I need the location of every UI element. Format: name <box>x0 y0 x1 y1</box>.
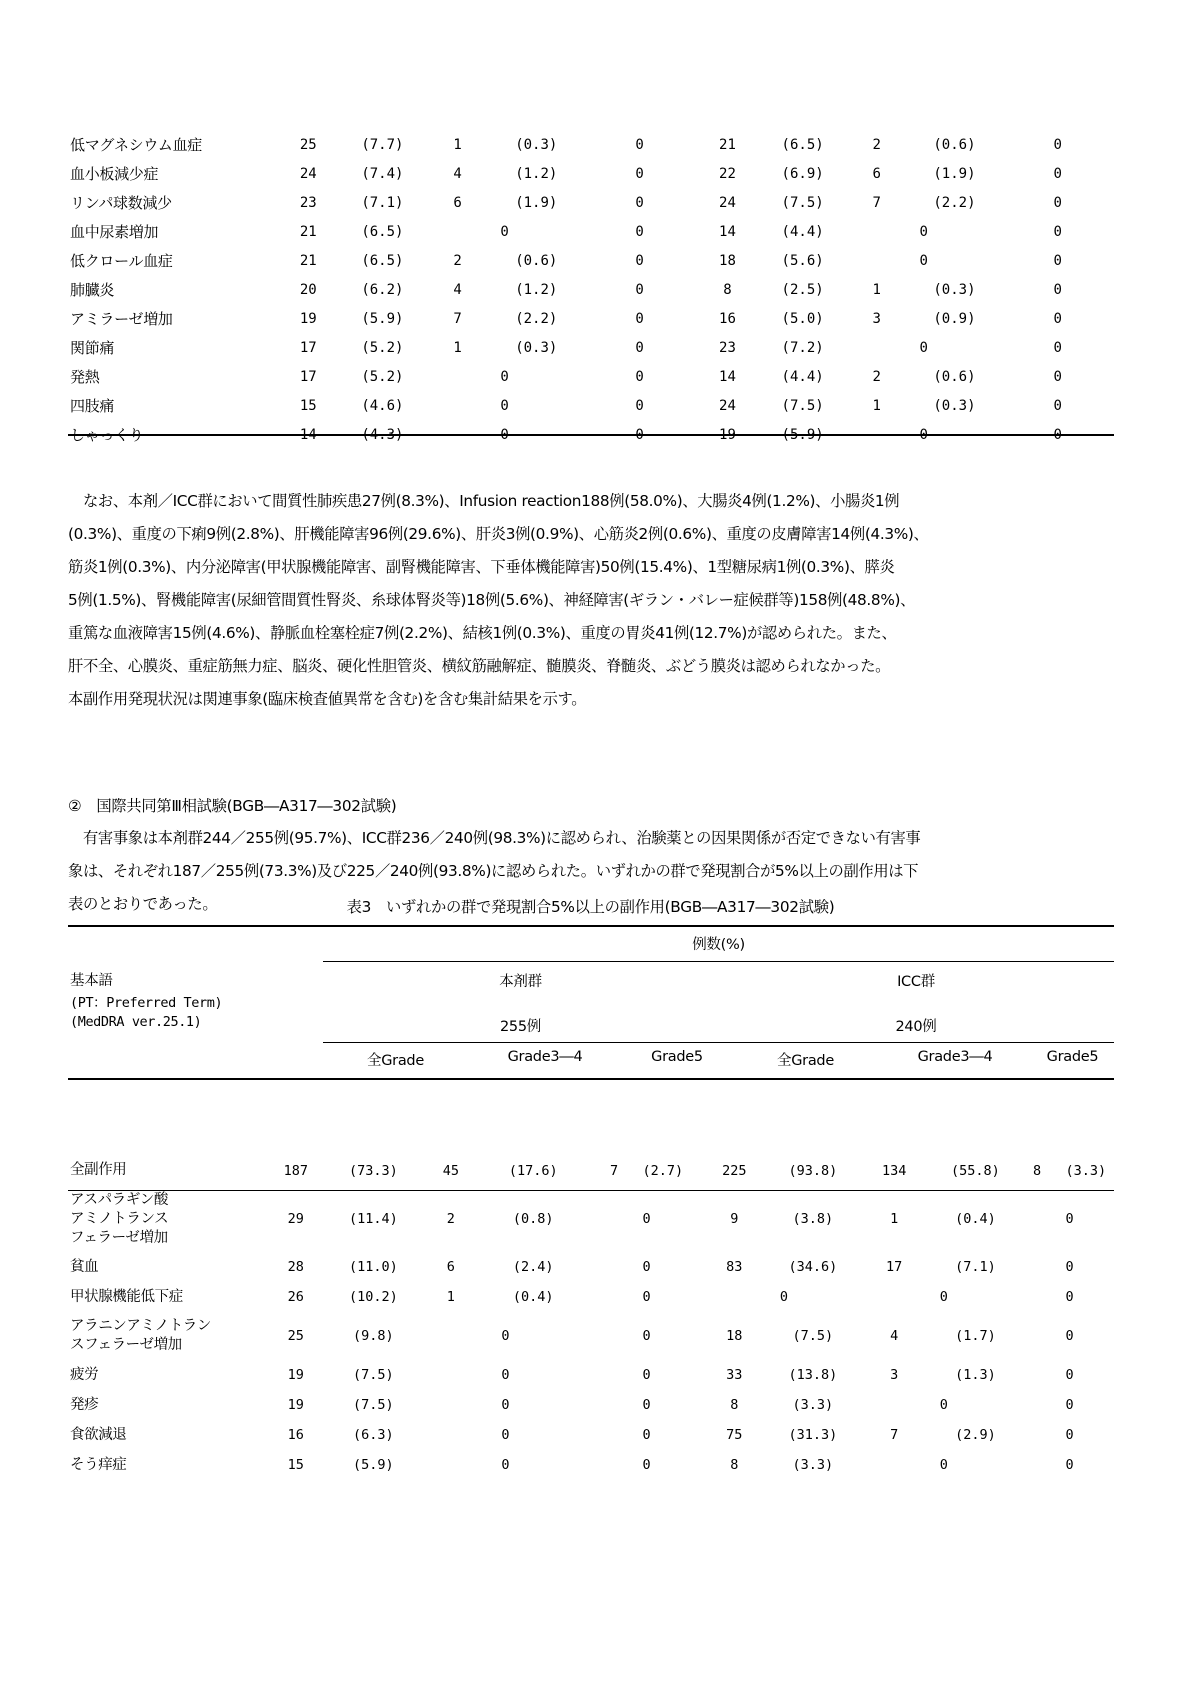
note-line: 5例(1.5%)、腎機能障害(尿細管間質性腎炎、糸球体腎炎等)18例(5.6%)、神経障害(ギラン・バレー症候群等)158例(48.8%)、 <box>68 591 916 609</box>
cell-allgrade-n: 15 <box>299 397 317 414</box>
cell-icc-grade34-pct: (2.2) <box>933 194 976 211</box>
cell-icc-allgrade-pct: (31.3) <box>788 1427 838 1443</box>
cell-icc-allgrade-n: 225 <box>722 1162 747 1179</box>
cell-allgrade-pct: (7.1) <box>361 194 404 211</box>
cell-grade34-pct: (0.3) <box>515 136 558 153</box>
cell-allgrade-n: 25 <box>287 1328 304 1344</box>
cell-icc-allgrade-pct: (7.5) <box>781 397 824 414</box>
cell-icc-grade5: 0 <box>1065 1289 1074 1305</box>
cell-icc-grade5: 0 <box>1065 1427 1074 1443</box>
cell-icc-grade5: 0 <box>1053 223 1062 240</box>
cell-icc-grade34: 0 <box>939 1457 948 1473</box>
table-row <box>68 188 1114 217</box>
table3-col-header-3: 全Grade <box>777 1053 834 1069</box>
table3-col-header-2: Grade5 <box>651 1049 703 1065</box>
cell-icc-allgrade: 0 <box>779 1289 789 1305</box>
cell-icc-allgrade-pct: (5.6) <box>781 252 824 269</box>
section-2-line: 象は、それぞれ187／255例(73.3%)及び225／240例(93.8%)に認められた。いずれかの群で発現割合が5%以上の副作用は下 <box>68 862 919 880</box>
table-row <box>68 1360 1114 1390</box>
cell-icc-grade34: 0 <box>939 1289 948 1305</box>
table3-group-a-name: 本剤群 <box>499 974 542 990</box>
row-label: 発疹 <box>70 1396 99 1413</box>
note-line: 本副作用発現状況は関連事象(臨床検査値異常を含む)を含む集計結果を示す。 <box>68 690 587 708</box>
cell-grade5: 7 (2.7) <box>609 1162 684 1179</box>
table-row <box>68 1282 1114 1312</box>
row-label: 低クロール血症 <box>70 252 173 270</box>
cell-allgrade-n: 23 <box>299 194 317 211</box>
table3-group-b-n: 240例 <box>895 1019 937 1035</box>
cell-grade34-n: 1 <box>453 136 462 153</box>
table-row <box>68 304 1114 333</box>
cell-icc-allgrade-pct: (93.8) <box>788 1162 838 1179</box>
cell-grade5: 0 <box>642 1328 651 1344</box>
cell-allgrade-n: 19 <box>299 310 317 327</box>
cell-icc-grade34-pct: (0.3) <box>933 281 976 298</box>
cell-icc-grade34-pct: (7.1) <box>955 1259 996 1275</box>
cell-grade34-pct: (0.8) <box>512 1211 554 1227</box>
cell-icc-grade34-n: 1 <box>890 1211 899 1227</box>
cell-icc-allgrade-n: 16 <box>719 310 736 327</box>
cell-grade5: 0 <box>635 397 644 414</box>
row-label: 低マグネシウム血症 <box>70 136 203 154</box>
cell-grade34: 0 <box>500 368 509 385</box>
cell-grade34-n: 6 <box>446 1259 455 1275</box>
cell-icc-grade5: 0 <box>1053 252 1062 269</box>
table3-top-rule <box>68 925 1114 927</box>
note-line: 重篤な血液障害15例(4.6%)、静脈血栓塞栓症7例(2.2%)、結核1例(0.3%)、重度の胃炎41例(12.7%)が認められた。また、 <box>68 624 897 642</box>
table-row <box>68 130 1114 159</box>
table3-total-separator <box>68 1190 1114 1191</box>
cell-allgrade-n: 19 <box>287 1367 304 1383</box>
row-label: しゃっくり <box>70 426 144 444</box>
cell-allgrade-n: 21 <box>299 223 317 240</box>
cell-grade5: 0 <box>635 194 644 211</box>
cell-grade34-n: 6 <box>453 194 462 211</box>
cell-icc-grade34-n: 1 <box>872 397 881 414</box>
row-label: 四肢痛 <box>70 397 115 415</box>
cell-icc-allgrade-n: 14 <box>719 368 736 385</box>
cell-grade34-pct: (2.4) <box>512 1259 554 1275</box>
cell-icc-grade34-n: 2 <box>872 136 881 153</box>
cell-allgrade-n: 17 <box>299 368 317 385</box>
cell-icc-grade34-n: 17 <box>886 1259 903 1275</box>
cell-icc-allgrade-pct: (2.5) <box>781 281 824 298</box>
row-label: 肺臓炎 <box>70 281 115 299</box>
cell-allgrade-pct: (9.8) <box>353 1328 394 1344</box>
cell-grade34-pct: (1.2) <box>515 281 558 298</box>
cell-grade34: 0 <box>501 1427 510 1443</box>
cell-allgrade-pct: (5.2) <box>361 368 404 385</box>
table3-col-header-5: Grade5 <box>1046 1049 1099 1065</box>
row-label: アスパラギン酸 アミノトランス フェラーゼ増加 <box>70 1191 169 1246</box>
table-row <box>68 246 1114 275</box>
cell-allgrade-pct: (73.3) <box>348 1162 398 1179</box>
cell-icc-grade5: 0 <box>1053 339 1062 356</box>
cell-icc-grade5: 8 (3.3) <box>1032 1162 1107 1179</box>
cell-icc-grade34-n: 134 <box>881 1162 907 1179</box>
cell-icc-grade5: 0 <box>1065 1328 1074 1344</box>
cell-icc-grade5: 0 <box>1053 310 1062 327</box>
cell-grade5: 0 <box>635 165 644 182</box>
cell-icc-grade34-pct: (0.9) <box>933 310 976 327</box>
cell-icc-grade34-n: 7 <box>872 194 881 211</box>
cell-grade34-pct: (0.6) <box>515 252 558 269</box>
table-row <box>68 1252 1114 1282</box>
table3-stub-line-3: (MedDRA ver.25.1) <box>70 1014 202 1030</box>
section-2-line: 有害事象は本剤群244／255例(95.7%)、ICC群236／240例(98.3%)に認められ、治験薬との因果関係が否定できない有害事 <box>68 829 921 847</box>
table3-groups-rule <box>323 1042 1114 1043</box>
cell-grade34: 0 <box>501 1328 510 1344</box>
cell-icc-grade34-pct: (0.4) <box>955 1211 996 1227</box>
cell-grade5: 0 <box>642 1289 651 1305</box>
cell-icc-allgrade-n: 21 <box>719 136 736 153</box>
cell-icc-allgrade-pct: (5.0) <box>781 310 824 327</box>
cell-icc-allgrade-pct: (4.4) <box>781 368 824 385</box>
cell-grade34-pct: (0.4) <box>512 1289 554 1305</box>
cell-icc-allgrade-pct: (3.3) <box>792 1397 834 1413</box>
cell-icc-grade34: 0 <box>919 223 928 240</box>
table-row <box>68 1312 1114 1360</box>
cell-allgrade-pct: (4.3) <box>361 426 404 443</box>
table3-caption: 表3 いずれかの群で発現割合5%以上の副作用(BGB―A317―302試験) <box>346 898 835 916</box>
cell-grade34: 0 <box>500 223 509 240</box>
cell-grade5: 0 <box>635 339 644 356</box>
cell-icc-grade34: 0 <box>939 1397 948 1413</box>
cell-grade34-pct: (17.6) <box>508 1162 558 1179</box>
cell-icc-allgrade-pct: (4.4) <box>781 223 824 240</box>
cell-grade34-n: 2 <box>446 1211 455 1227</box>
cell-icc-grade5: 0 <box>1053 368 1062 385</box>
cell-icc-allgrade-pct: (34.6) <box>788 1259 838 1275</box>
table3-col-header-0: 全Grade <box>367 1053 424 1069</box>
cell-icc-grade34-n: 1 <box>872 281 881 298</box>
table-bottom-rule <box>68 434 1114 436</box>
cell-grade34-n: 4 <box>453 281 462 298</box>
cell-icc-grade5: 0 <box>1053 281 1062 298</box>
cell-grade34-n: 4 <box>453 165 462 182</box>
cell-icc-allgrade-pct: (6.9) <box>781 165 824 182</box>
cell-icc-grade5: 0 <box>1065 1211 1074 1227</box>
cell-grade34-n: 2 <box>453 252 462 269</box>
cell-icc-grade34: 0 <box>919 252 928 269</box>
cell-icc-allgrade-pct: (6.5) <box>781 136 824 153</box>
cell-allgrade-pct: (7.7) <box>361 136 404 153</box>
row-label: 甲状腺機能低下症 <box>70 1288 183 1305</box>
cell-allgrade-n: 26 <box>287 1289 304 1305</box>
cell-icc-grade5: 0 <box>1065 1367 1074 1383</box>
cell-allgrade-pct: (11.0) <box>348 1259 398 1275</box>
cell-icc-grade34-pct: (0.3) <box>933 397 976 414</box>
cell-grade34: 0 <box>501 1457 510 1473</box>
table3-group-b-name: ICC群 <box>897 974 935 990</box>
cell-allgrade-n: 19 <box>287 1397 304 1413</box>
table-row <box>68 1390 1114 1420</box>
cell-allgrade-n: 17 <box>299 339 317 356</box>
table-row <box>68 217 1114 246</box>
cell-grade34-n: 1 <box>446 1289 455 1305</box>
note-line: 肝不全、心膜炎、重症筋無力症、脳炎、硬化性胆管炎、横紋筋融解症、髄膜炎、脊髄炎、ぶどう膜炎は認められなかった。 <box>68 657 891 675</box>
cell-allgrade-pct: (6.3) <box>353 1427 394 1443</box>
table-row <box>68 1450 1114 1480</box>
cell-icc-allgrade-pct: (13.8) <box>788 1367 838 1383</box>
cell-icc-grade34-pct: (1.3) <box>955 1367 996 1383</box>
cell-grade5: 0 <box>642 1211 651 1227</box>
table-row <box>68 159 1114 188</box>
cell-icc-allgrade-n: 83 <box>726 1259 743 1275</box>
cell-grade5: 0 <box>635 426 644 443</box>
row-label: アミラーゼ増加 <box>70 310 173 328</box>
cell-icc-allgrade-pct: (7.5) <box>792 1328 834 1344</box>
cell-grade34-pct: (1.9) <box>515 194 558 211</box>
adverse-events-table-continued <box>68 130 1114 449</box>
row-label: そう痒症 <box>70 1456 127 1473</box>
table3-stub-line-1: 基本語 <box>70 973 113 989</box>
table3-span-rule <box>323 961 1114 962</box>
row-label: 発熱 <box>70 368 100 386</box>
cell-icc-grade34-pct: (55.8) <box>951 1162 1000 1179</box>
cell-icc-grade5: 0 <box>1065 1457 1074 1473</box>
cell-allgrade-n: 28 <box>287 1259 304 1275</box>
cell-icc-allgrade-n: 19 <box>719 426 736 443</box>
cell-grade34: 0 <box>501 1397 510 1413</box>
table3-span-header: 例数(%) <box>692 937 745 953</box>
cell-grade5: 0 <box>635 136 644 153</box>
cell-icc-grade34: 0 <box>919 339 928 356</box>
cell-icc-grade34-n: 6 <box>872 165 881 182</box>
cell-allgrade-pct: (5.9) <box>361 310 404 327</box>
cell-allgrade-n: 29 <box>287 1211 304 1227</box>
cell-grade5: 0 <box>635 281 644 298</box>
cell-allgrade-pct: (10.2) <box>348 1289 398 1305</box>
cell-icc-grade5: 0 <box>1065 1397 1074 1413</box>
table3-stub-line-2: (PT：Preferred Term) <box>70 995 223 1011</box>
row-label: アラニンアミノトラン スフェラーゼ増加 <box>70 1318 211 1353</box>
cell-allgrade-n: 187 <box>283 1162 308 1179</box>
table-row <box>68 1420 1114 1450</box>
cell-allgrade-n: 20 <box>299 281 317 298</box>
cell-grade34-n: 1 <box>453 339 462 356</box>
cell-allgrade-pct: (7.5) <box>353 1367 394 1383</box>
cell-icc-grade34-n: 7 <box>890 1427 899 1443</box>
table-row <box>68 275 1114 304</box>
cell-icc-grade34-pct: (1.7) <box>955 1328 996 1344</box>
cell-icc-allgrade-n: 8 <box>723 281 732 298</box>
cell-icc-grade34-pct: (0.6) <box>933 136 976 153</box>
cell-icc-allgrade-pct: (5.9) <box>781 426 824 443</box>
cell-allgrade-n: 15 <box>287 1457 304 1473</box>
cell-icc-allgrade-n: 8 <box>730 1397 739 1413</box>
row-label: 血中尿素増加 <box>70 223 159 241</box>
cell-grade34: 0 <box>500 426 509 443</box>
cell-allgrade-n: 16 <box>287 1427 304 1443</box>
row-label: 食欲減退 <box>70 1426 127 1443</box>
cell-icc-grade5: 0 <box>1053 165 1062 182</box>
cell-icc-grade5: 0 <box>1053 397 1062 414</box>
cell-allgrade-n: 14 <box>299 426 317 443</box>
cell-icc-allgrade-pct: (3.3) <box>792 1457 834 1473</box>
cell-grade34-pct: (0.3) <box>515 339 558 356</box>
table3-group-a-n: 255例 <box>500 1019 541 1035</box>
cell-allgrade-pct: (7.5) <box>353 1397 394 1413</box>
cell-allgrade-pct: (6.5) <box>361 252 404 269</box>
cell-grade5: 0 <box>642 1259 651 1275</box>
note-line: 筋炎1例(0.3%)、内分泌障害(甲状腺機能障害、副腎機能障害、下垂体機能障害)50例(15.4%)、1型糖尿病1例(0.3%)、膵炎 <box>68 558 895 576</box>
cell-icc-allgrade-pct: (7.5) <box>781 194 824 211</box>
cell-allgrade-pct: (6.5) <box>361 223 404 240</box>
cell-grade5: 0 <box>642 1367 651 1383</box>
cell-icc-grade5: 0 <box>1065 1259 1074 1275</box>
cell-icc-grade34-pct: (1.9) <box>933 165 976 182</box>
cell-allgrade-pct: (7.4) <box>361 165 404 182</box>
row-label: 全副作用 <box>70 1162 127 1178</box>
cell-icc-allgrade-n: 8 <box>730 1457 739 1473</box>
cell-icc-allgrade-n: 24 <box>719 194 736 211</box>
table3-col-header-4: Grade3―4 <box>917 1049 993 1065</box>
cell-icc-allgrade-n: 22 <box>719 165 736 182</box>
cell-icc-grade5: 0 <box>1053 194 1062 211</box>
cell-grade34: 0 <box>501 1367 510 1383</box>
table-row <box>68 1155 1114 1186</box>
cell-allgrade-pct: (5.9) <box>353 1457 394 1473</box>
cell-allgrade-pct: (4.6) <box>361 397 404 414</box>
note-line: なお、本剤／ICC群において間質性肺疾患27例(8.3%)、Infusion reaction188例(58.0%)、大腸炎4例(1.2%)、小腸炎1例 <box>68 492 900 510</box>
cell-grade5: 0 <box>635 223 644 240</box>
cell-allgrade-n: 24 <box>299 165 317 182</box>
row-label: 血小板減少症 <box>70 165 159 183</box>
cell-icc-grade34-n: 3 <box>890 1367 899 1383</box>
cell-grade5: 0 <box>642 1397 651 1413</box>
section-2-line: 表のとおりであった。 <box>68 895 218 913</box>
table-row <box>68 391 1114 420</box>
cell-icc-grade34: 0 <box>919 426 928 443</box>
table-row <box>68 362 1114 391</box>
table-row <box>68 1186 1114 1252</box>
cell-icc-allgrade-n: 18 <box>719 252 736 269</box>
cell-icc-allgrade-pct: (3.8) <box>792 1211 834 1227</box>
table3-header-bottom-rule <box>68 1078 1114 1080</box>
cell-allgrade-n: 21 <box>299 252 317 269</box>
cell-icc-grade5: 0 <box>1053 136 1062 153</box>
table3-body <box>68 1155 1114 1480</box>
cell-icc-allgrade-n: 23 <box>719 339 736 356</box>
table3-col-header-1: Grade3―4 <box>507 1049 583 1065</box>
note-line: (0.3%)、重度の下痢9例(2.8%)、肝機能障害96例(29.6%)、肝炎3例(0.9%)、心筋炎2例(0.6%)、重度の皮膚障害14例(4.3%)、 <box>68 525 929 543</box>
cell-icc-grade34-n: 3 <box>872 310 881 327</box>
cell-icc-allgrade-n: 14 <box>719 223 736 240</box>
cell-grade34-pct: (2.2) <box>515 310 558 327</box>
cell-grade5: 0 <box>635 368 644 385</box>
cell-icc-grade34-n: 2 <box>872 368 881 385</box>
cell-grade5: 0 <box>635 252 644 269</box>
table-row <box>68 333 1114 362</box>
cell-icc-allgrade-n: 24 <box>719 397 736 414</box>
cell-grade34-pct: (1.2) <box>515 165 558 182</box>
cell-icc-allgrade-n: 75 <box>726 1427 743 1443</box>
cell-grade5: 0 <box>642 1457 651 1473</box>
cell-grade34-n: 45 <box>442 1162 459 1179</box>
cell-icc-allgrade-n: 33 <box>726 1367 743 1383</box>
cell-icc-allgrade-n: 18 <box>726 1328 743 1344</box>
cell-icc-allgrade-n: 9 <box>730 1211 739 1227</box>
cell-grade5: 0 <box>635 310 644 327</box>
cell-allgrade-pct: (11.4) <box>348 1211 398 1227</box>
cell-allgrade-pct: (5.2) <box>361 339 404 356</box>
cell-grade5: 0 <box>642 1427 651 1443</box>
cell-allgrade-n: 25 <box>299 136 317 153</box>
row-label: 貧血 <box>70 1258 99 1275</box>
cell-icc-grade34-n: 4 <box>890 1328 899 1344</box>
row-label: リンパ球数減少 <box>70 194 172 212</box>
cell-grade34: 0 <box>500 397 509 414</box>
cell-icc-grade34-pct: (2.9) <box>955 1427 996 1443</box>
section-2-heading: ② 国際共同第Ⅲ相試験(BGB―A317―302試験) <box>68 797 397 815</box>
cell-icc-grade5: 0 <box>1053 426 1062 443</box>
cell-grade34-n: 7 <box>453 310 462 327</box>
cell-icc-allgrade-pct: (7.2) <box>781 339 824 356</box>
row-label: 疲労 <box>70 1366 99 1383</box>
cell-icc-grade34-pct: (0.6) <box>933 368 976 385</box>
row-label: 関節痛 <box>70 339 115 357</box>
cell-allgrade-pct: (6.2) <box>361 281 404 298</box>
